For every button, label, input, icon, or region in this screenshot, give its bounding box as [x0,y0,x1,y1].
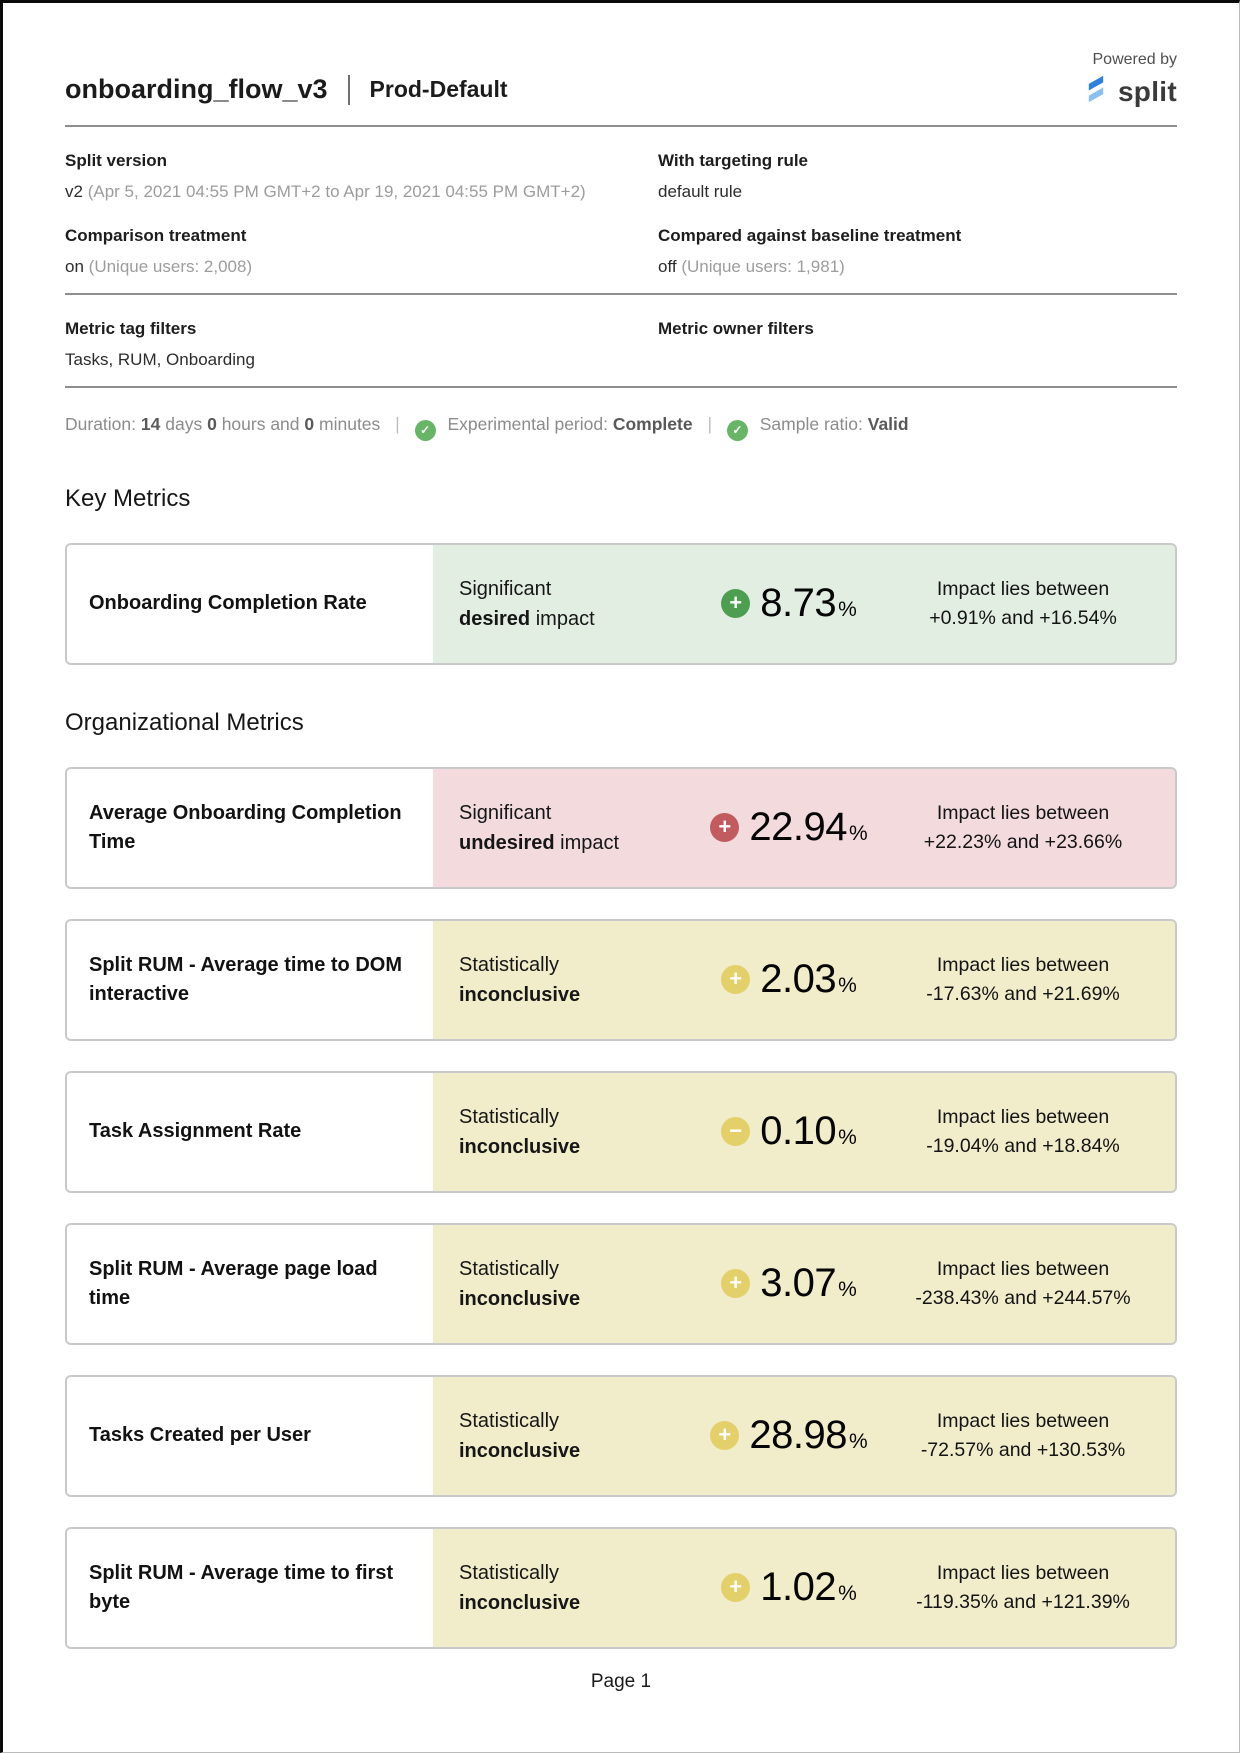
metric-result [433,1529,1175,1647]
separator: | [395,414,400,434]
impact-value: + 2.03 % [681,957,897,1002]
page-number: Page 1 [590,1670,652,1692]
metric-result [433,545,1175,663]
metric-name: Task Assignment Rate [67,1073,433,1191]
metric-result [433,1377,1175,1495]
sample-ratio-text: Sample ratio: Valid [759,414,909,434]
brand-lockup [1081,74,1177,109]
confidence-interval: Impact lies between -19.04% and +18.84% [926,1106,1120,1157]
impact-value: − 0.10 % [681,1109,897,1154]
significance-status: Statistically inconclusive [459,1561,581,1614]
metric-name: Onboarding Completion Rate [67,545,433,663]
split-name: onboarding_flow_v3 [65,74,328,104]
run-summary-bar [65,414,1177,441]
plus-circle-icon: + [721,589,750,618]
duration-text: Duration: 14 days 0 hours and 0 minutes [65,414,381,434]
significance-status: Statistically inconclusive [459,1409,581,1462]
metric-card-rum-page-load-time [65,1223,1177,1345]
metric-card-rum-dom-interactive [65,919,1177,1041]
meta-row-3 [65,295,1177,370]
metric-name: Average Onboarding Completion Time [67,769,433,887]
confidence-interval: Impact lies between -17.63% and +21.69% [926,954,1120,1005]
metric-result [433,769,1175,887]
metric-name: Split RUM - Average time to DOM interactive [67,921,433,1039]
org-metrics-heading: Organizational Metrics [65,708,304,736]
plus-circle-icon: + [710,1421,739,1450]
title-row [65,74,508,109]
key-metrics-heading: Key Metrics [65,484,191,512]
brand-name: split [1117,75,1177,107]
report-header [65,3,1177,109]
impact-value: + 1.02 % [681,1565,897,1610]
minus-circle-icon: − [721,1117,750,1146]
report-page [3,3,1239,1693]
environment-name: Prod-Default [369,76,508,102]
field-metric-tag-filters: Metric tag filters Tasks, RUM, Onboarding [65,319,255,369]
split-logo-icon [1081,74,1111,109]
plus-circle-icon: + [721,1573,750,1602]
confidence-interval: Impact lies between -72.57% and +130.53% [920,1410,1126,1461]
metric-card-tasks-created-per-user [65,1375,1177,1497]
field-metric-owner-filters: Metric owner filters [658,319,814,338]
confidence-interval: Impact lies between +22.23% and +23.66% [923,802,1123,853]
metric-name: Split RUM - Average page load time [67,1225,433,1343]
metric-card-rum-time-to-first-byte [65,1527,1177,1649]
plus-circle-icon: + [721,965,750,994]
metric-result [433,921,1175,1039]
significance-status: Statistically inconclusive [459,1105,581,1158]
confidence-interval: Impact lies between +0.91% and +16.54% [929,578,1117,629]
metric-card-task-assignment-rate [65,1071,1177,1193]
field-comparison-treatment: Comparison treatment on (Unique users: 2,008) [65,226,253,276]
metric-result [433,1073,1175,1191]
metric-card-avg-onboarding-completion-time [65,767,1177,889]
powered-by-block [1081,51,1177,109]
meta-row-2 [65,202,1177,277]
significance-status: Statistically inconclusive [459,953,581,1006]
significance-status: Significant desired impact [459,577,595,630]
confidence-interval: Impact lies between -119.35% and +121.39% [916,1562,1130,1613]
impact-value: + 3.07 % [681,1261,897,1306]
metric-card-onboarding-completion-rate [65,543,1177,665]
impact-value: + 28.98 % [681,1413,897,1458]
meta-row-1 [65,127,1177,202]
plus-circle-icon: + [721,1269,750,1298]
field-baseline-treatment: Compared against baseline treatment off (Unique users: 1,981) [658,226,962,276]
metric-result [433,1225,1175,1343]
check-circle-icon: ✓ [415,420,436,441]
significance-status: Statistically inconclusive [459,1257,581,1310]
significance-status: Significant undesired impact [459,801,620,854]
field-split-version: Split version v2 (Apr 5, 2021 04:55 PM GMT+2 to Apr 19, 2021 04:55 PM GMT+2) [65,151,586,201]
check-circle-icon: ✓ [727,420,748,441]
filters-divider [65,386,1177,388]
impact-value: + 22.94 % [681,805,897,850]
experimental-period-text: Experimental period: Complete [447,414,693,434]
metric-name: Tasks Created per User [67,1377,433,1495]
title-separator [348,75,350,105]
metric-name: Split RUM - Average time to first byte [67,1529,433,1647]
powered-by-label: Powered by [1092,51,1177,68]
impact-value: + 8.73 % [681,581,897,626]
field-targeting-rule: With targeting rule default rule [658,151,809,201]
separator: | [707,414,712,434]
confidence-interval: Impact lies between -238.43% and +244.57% [915,1258,1131,1309]
plus-circle-icon: + [710,813,739,842]
